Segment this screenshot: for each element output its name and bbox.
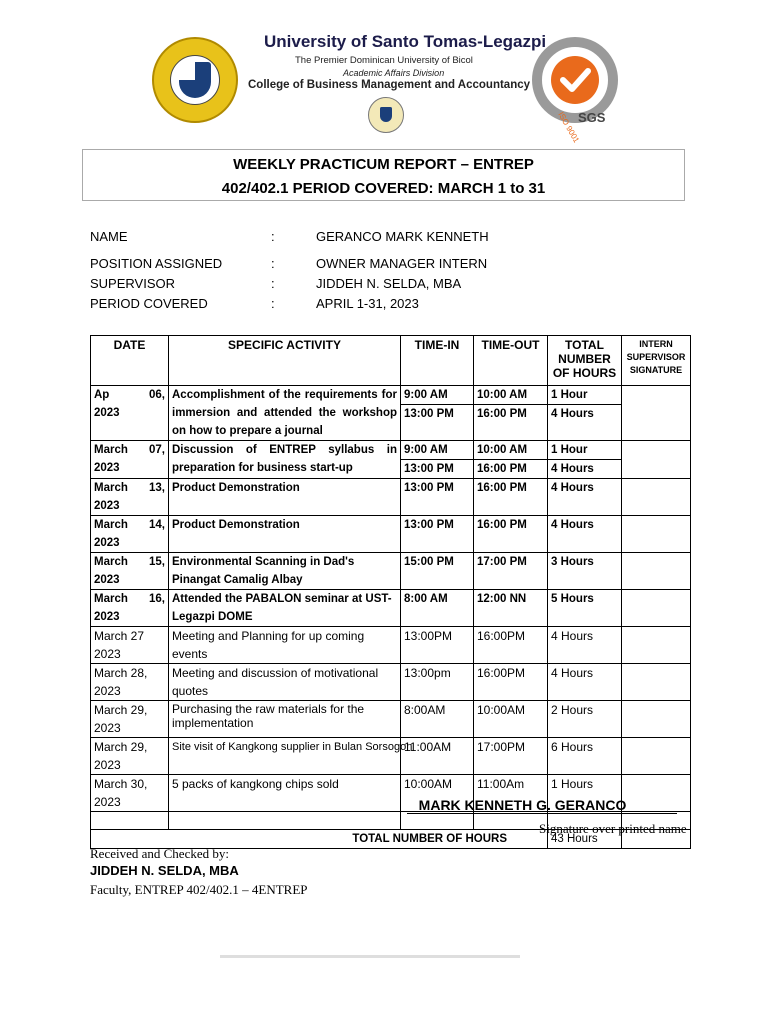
hours-cell: 5 Hours [548, 590, 622, 627]
signature-cell [622, 479, 691, 516]
time-out-cell: 16:00 PM [474, 405, 548, 441]
activity-cell: Product Demonstration [169, 479, 401, 516]
college-seal-logo [368, 97, 404, 133]
seal-crest [170, 55, 220, 105]
date-cell: March 14, 2023 [91, 516, 169, 553]
time-in-cell: 13:00PM [401, 627, 474, 664]
table-row [91, 386, 691, 405]
time-out-cell: 12:00 NN [474, 590, 548, 627]
report-subtitle: 402/402.1 PERIOD COVERED: MARCH 1 to 31 [221, 180, 546, 197]
activity-cell: Purchasing the raw materials for the implementation [169, 701, 401, 738]
report-title-box [82, 149, 685, 201]
activity-cell: Discussion of ENTREP syllabus in preparation for business start-up [169, 441, 401, 479]
checker-role: Faculty, ENTREP 402/402.1 – 4ENTREP [90, 882, 308, 897]
time-in-cell: 13:00 PM [401, 516, 474, 553]
table-row [91, 516, 691, 553]
intern-signature-name: MARK KENNETH G. GERANCO [407, 797, 677, 814]
table-row [91, 441, 691, 460]
date-cell: March 16, 2023 [91, 590, 169, 627]
time-in-cell: 8:00AM [401, 701, 474, 738]
time-in-cell: 13:00pm [401, 664, 474, 701]
hours-cell: 2 Hours [548, 701, 622, 738]
header-signature: INTERN SUPERVISOR SIGNATURE [622, 336, 691, 386]
header-time-in: TIME-IN [401, 336, 474, 386]
date-cell: March 07, 2023 [91, 441, 169, 479]
table-row [91, 701, 691, 738]
header-total-hours: TOTAL NUMBER OF HOURS [548, 336, 622, 386]
university-tagline: The Premier Dominican University of Bicol [295, 55, 473, 66]
table-row [91, 553, 691, 590]
date-cell: March 29, 2023 [91, 738, 169, 775]
hours-cell: 4 Hours [548, 460, 622, 479]
time-out-cell: 16:00 PM [474, 516, 548, 553]
time-in-cell: 11:00AM [401, 738, 474, 775]
time-out-cell: 17:00PM [474, 738, 548, 775]
period-value: APRIL 1-31, 2023 [316, 296, 419, 311]
header-activity: SPECIFIC ACTIVITY [169, 336, 401, 386]
time-out-cell: 16:00PM [474, 627, 548, 664]
time-in-cell: 9:00 AM [401, 386, 474, 405]
time-in-cell: 13:00 PM [401, 460, 474, 479]
total-label: TOTAL NUMBER OF HOURS [91, 830, 548, 849]
practicum-log-table [90, 335, 691, 849]
table-row [91, 479, 691, 516]
time-out-cell: 16:00 PM [474, 460, 548, 479]
table-header-row [91, 336, 691, 386]
activity-cell: Meeting and discussion of motivational quotes [169, 664, 401, 701]
signature-cell [622, 627, 691, 664]
date-cell: March 15, 2023 [91, 553, 169, 590]
colon: : [271, 256, 275, 271]
hours-cell: 3 Hours [548, 553, 622, 590]
signature-cell [622, 738, 691, 775]
signature-cell [622, 386, 691, 441]
hours-cell: 6 Hours [548, 738, 622, 775]
date-cell: March 13, 2023 [91, 479, 169, 516]
time-in-cell: 15:00 PM [401, 553, 474, 590]
activity-cell: Product Demonstration [169, 516, 401, 553]
time-out-cell: 16:00 PM [474, 479, 548, 516]
hours-cell: 4 Hours [548, 627, 622, 664]
date-cell: March 30, 2023 [91, 775, 169, 812]
position-label: POSITION ASSIGNED [90, 256, 223, 271]
time-in-cell: 13:00 PM [401, 405, 474, 441]
signature-cell [622, 701, 691, 738]
colon: : [271, 296, 275, 311]
table-row [91, 627, 691, 664]
activity-cell: Site visit of Kangkong supplier in Bulan Sorsogon [169, 738, 401, 775]
time-in-cell: 8:00 AM [401, 590, 474, 627]
header-time-out: TIME-OUT [474, 336, 548, 386]
date-cell: Ap 06, 2023 [91, 386, 169, 441]
time-out-cell: 11:00Am [474, 775, 548, 812]
name-value: GERANCO MARK KENNETH [316, 229, 489, 244]
report-title: WEEKLY PRACTICUM REPORT – ENTREP [233, 156, 534, 173]
hours-cell: 1 Hour [548, 386, 622, 405]
date-cell: March 28, 2023 [91, 664, 169, 701]
signature-cell [622, 590, 691, 627]
table-row [91, 590, 691, 627]
time-out-cell: 10:00 AM [474, 386, 548, 405]
cutoff-text-line [220, 955, 520, 958]
colon: : [271, 229, 275, 244]
time-in-cell: 13:00 PM [401, 479, 474, 516]
period-label: PERIOD COVERED [90, 296, 208, 311]
iso-certification-logo [530, 40, 620, 145]
position-value: OWNER MANAGER INTERN [316, 256, 488, 271]
hours-cell: 1 Hour [548, 441, 622, 460]
supervisor-label: SUPERVISOR [90, 276, 176, 291]
signature-cell [622, 441, 691, 479]
name-label: NAME [90, 229, 128, 244]
university-name: University of Santo Tomas-Legazpi [264, 32, 547, 51]
hours-cell: 4 Hours [548, 479, 622, 516]
activity-cell: Attended the PABALON seminar at UST-Legazpi DOME [169, 590, 401, 627]
signature-cell [622, 664, 691, 701]
hours-cell: 4 Hours [548, 516, 622, 553]
hours-cell: 4 Hours [548, 664, 622, 701]
activity-cell: Meeting and Planning for up coming events [169, 627, 401, 664]
signature-caption: Signature over printed name [539, 821, 687, 836]
time-out-cell: 10:00AM [474, 701, 548, 738]
activity-cell: Accomplishment of the requirements for immersion and attended the workshop on how to prepare a journal [169, 386, 401, 441]
header-date: DATE [91, 336, 169, 386]
table-row [91, 738, 691, 775]
signature-cell [622, 516, 691, 553]
activity-cell: 5 packs of kangkong chips sold [169, 775, 401, 812]
received-label: Received and Checked by: [90, 846, 229, 861]
iso-text: ISO 9001 [556, 110, 581, 145]
colon: : [271, 276, 275, 291]
time-out-cell: 16:00PM [474, 664, 548, 701]
checker-name: JIDDEH N. SELDA, MBA [90, 863, 239, 878]
hours-cell: 4 Hours [548, 405, 622, 441]
date-cell: March 27 2023 [91, 627, 169, 664]
university-seal-logo [152, 37, 238, 123]
sgs-text: SGS [578, 110, 606, 125]
total-value: 43 Hours [548, 830, 622, 849]
date-cell: March 29, 2023 [91, 701, 169, 738]
hours-cell: 1 Hours [548, 775, 622, 812]
signature-cell [622, 553, 691, 590]
time-out-cell: 17:00 PM [474, 553, 548, 590]
activity-cell: Environmental Scanning in Dad's Pinangat Camalig Albay [169, 553, 401, 590]
time-in-cell: 9:00 AM [401, 441, 474, 460]
time-out-cell: 10:00 AM [474, 441, 548, 460]
time-in-cell: 10:00AM [401, 775, 474, 812]
college-name: College of Business Management and Accountancy [248, 79, 531, 91]
supervisor-value: JIDDEH N. SELDA, MBA [316, 276, 462, 291]
division-name: Academic Affairs Division [343, 68, 445, 78]
table-row [91, 664, 691, 701]
